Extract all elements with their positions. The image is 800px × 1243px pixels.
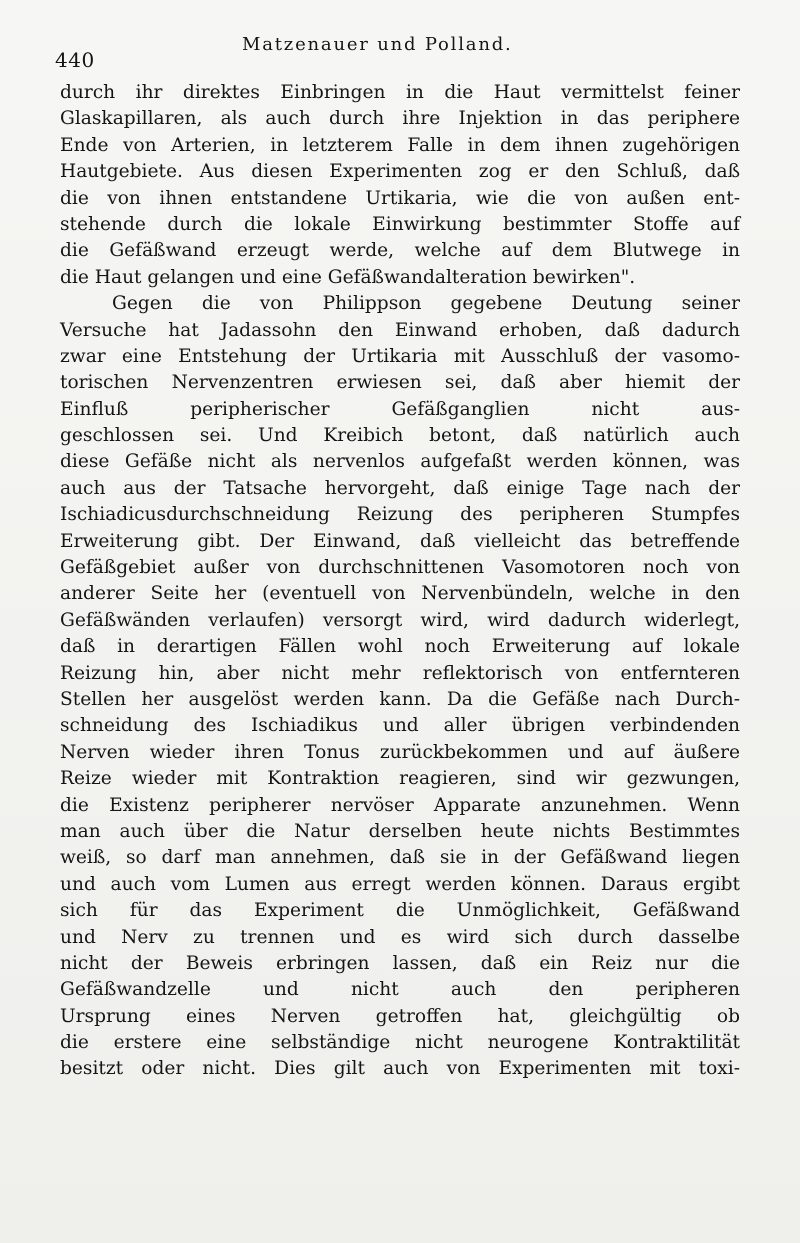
text-line: Hautgebiete. Aus diesen Experimenten zog er den Schluß, daß <box>60 161 740 183</box>
text-line: durch ihr direktes Einbringen in die Haut vermittelst feiner <box>60 82 740 103</box>
text-line: Reize wieder mit Kontraktion reagieren, sind wir gezwungen, <box>60 768 740 790</box>
text-line: stehende durch die lokale Einwirkung bestimmter Stoffe auf <box>60 213 740 235</box>
text-line: anderer Seite her (eventuell von Nervenbündeln, welche in den <box>60 583 740 605</box>
text-line: Ende von Arterien, in letzterem Falle in dem ihnen zugehörigen <box>60 134 740 156</box>
text-line: torischen Nervenzentren erwiesen sei, daß aber hiemit der <box>60 372 740 394</box>
body-text <box>60 80 740 1083</box>
text-line: besitzt oder nicht. Dies gilt auch von Experimenten mit toxi- <box>60 1058 740 1080</box>
page-header <box>52 34 742 74</box>
text-line: Gefäßwänden verlaufen) versorgt wird, wird dadurch widerlegt, <box>60 609 740 631</box>
text-line: und Nerv zu trennen und es wird sich durch dasselbe <box>60 926 740 948</box>
text-line: weiß, so darf man annehmen, daß sie in der Gefäßwand liegen <box>60 847 740 869</box>
text-line: Nerven wieder ihren Tonus zurückbekommen und auf äußere <box>60 741 740 763</box>
text-line: Reizung hin, aber nicht mehr reflektorisch von entfernteren <box>60 662 740 684</box>
text-line: Stellen her ausgelöst werden kann. Da die Gefäße nach Durch- <box>60 688 740 710</box>
text-line: Ursprung eines Nerven getroffen hat, gleichgültig ob <box>60 1005 740 1027</box>
text-line: diese Gefäße nicht als nervenlos aufgefaßt werden können, was <box>60 451 740 473</box>
text-line: Gefäßwandzelle und nicht auch den peripheren <box>60 979 740 1001</box>
text-line: Versuche hat Jadassohn den Einwand erhoben, daß dadurch <box>60 319 740 341</box>
text-line: die Existenz peripherer nervöser Apparate anzunehmen. Wenn <box>60 794 740 816</box>
text-line: die Gefäßwand erzeugt werde, welche auf dem Blutwege in <box>60 240 740 262</box>
text-line: nicht der Beweis erbringen lassen, daß ein Reiz nur die <box>60 952 740 974</box>
text-line: man auch über die Natur derselben heute nichts Bestimmtes <box>60 820 740 842</box>
text-line: daß in derartigen Fällen wohl noch Erweiterung auf lokale <box>60 636 740 658</box>
running-title: Matzenauer und Polland. <box>242 34 513 55</box>
text-line: sich für das Experiment die Unmöglichkeit, Gefäßwand <box>60 900 740 922</box>
text-line: Ischiadicusdurchschneidung Reizung des peripheren Stumpfes <box>60 504 740 526</box>
text-line: schneidung des Ischiadikus und aller übrigen verbindenden <box>60 715 740 737</box>
text-line: Gefäßgebiet außer von durchschnittenen Vasomotoren noch von <box>60 557 740 579</box>
text-line: geschlossen sei. Und Kreibich betont, daß natürlich auch <box>60 425 740 447</box>
text-line: zwar eine Entstehung der Urtikaria mit Ausschluß der vasomo- <box>60 345 740 367</box>
text-line: Glaskapillaren, als auch durch ihre Injektion in das periphere <box>60 108 740 130</box>
text-line: die erstere eine selbständige nicht neurogene Kontraktilität <box>60 1032 740 1054</box>
text-line: Einfluß peripherischer Gefäßganglien nicht aus- <box>60 398 740 420</box>
text-line: auch aus der Tatsache hervorgeht, daß einige Tage nach der <box>60 477 740 499</box>
page-number: 440 <box>55 48 95 72</box>
text-line: und auch vom Lumen aus erregt werden können. Daraus ergibt <box>60 873 740 895</box>
text-line: die Haut gelangen und eine Gefäßwandalteration bewirken". <box>60 266 636 288</box>
text-line: Erweiterung gibt. Der Einwand, daß vielleicht das betreffende <box>60 530 740 552</box>
paragraph-start-line: Gegen die von Philippson gegebene Deutung seiner <box>112 293 740 315</box>
text-line: die von ihnen entstandene Urtikaria, wie die von außen ent- <box>60 187 740 209</box>
